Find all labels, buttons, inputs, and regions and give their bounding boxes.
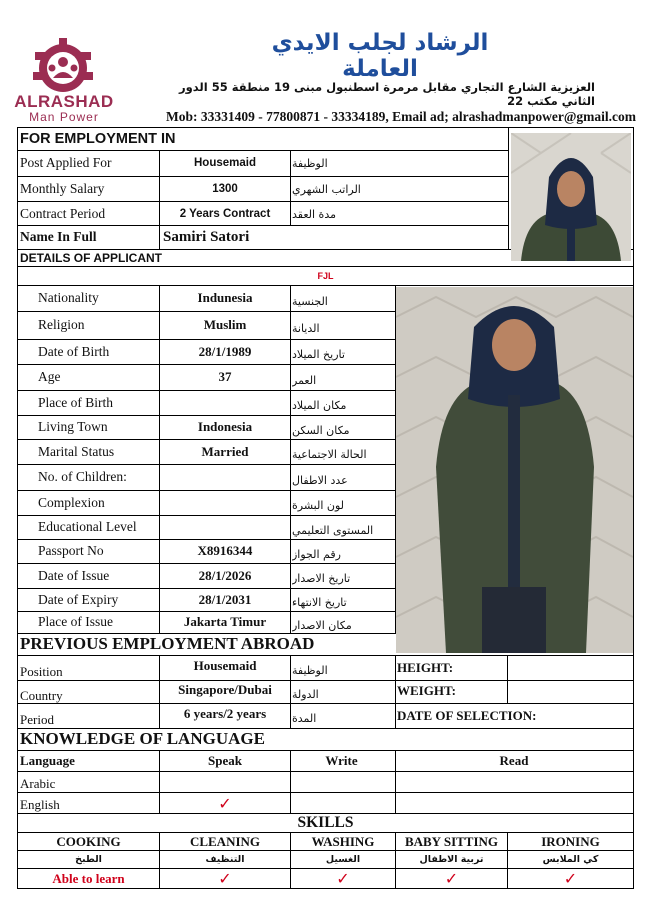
- skill-check-icon: ✓: [218, 869, 232, 888]
- grid-line-v: [395, 655, 396, 728]
- grid-line-h: [17, 888, 634, 889]
- gear-people-icon: [8, 38, 118, 98]
- applicant-row-arabic: مكان السكن: [292, 423, 350, 437]
- previous-row-value: Singapore/Dubai: [178, 682, 272, 697]
- applicant-row-label: Age: [38, 369, 61, 384]
- applicant-row-label: Date of Expiry: [38, 591, 119, 607]
- applicant-row-label: Marital Status: [38, 443, 115, 459]
- arabic-address: العزيزية الشارع التجاري مقابل مرمرة اسطنبول مبنى 19 منطقة 55 الدور الثاني مكتب 22: [179, 80, 595, 108]
- skill-name-arabic: كي الملابس: [542, 854, 599, 865]
- emp-row-arabic: الراتب الشهري: [292, 182, 361, 196]
- lang-header-write: Write: [325, 753, 358, 768]
- applicant-row-value: Indunesia: [197, 290, 253, 305]
- applicant-row-value: X8916344: [197, 543, 253, 558]
- applicant-row-value: 28/1/2031: [198, 591, 252, 607]
- speak-check-icon: [160, 772, 290, 792]
- applicant-row-arabic: تاريخ الميلاد: [292, 348, 345, 361]
- applicant-row-label: Place of Birth: [38, 394, 113, 410]
- skill-name: CLEANING: [189, 833, 261, 849]
- skill-name: IRONING: [541, 833, 600, 849]
- applicant-row-value: 28/1/1989: [198, 343, 252, 359]
- previous-row-value: 6 years/2 years: [183, 706, 267, 721]
- applicant-row-value: Married: [201, 443, 249, 459]
- grid-line-h: [17, 655, 634, 656]
- logo-subtitle: Man Power: [29, 110, 99, 124]
- applicant-row-value: Indonesia: [197, 419, 253, 434]
- skill-name-arabic: الطبخ: [75, 854, 102, 865]
- applicant-row-value: [160, 464, 290, 490]
- applicant-row-arabic: تاريخ الاصدار: [292, 572, 351, 585]
- applicant-row-label: Nationality: [38, 290, 99, 305]
- name-label: Name In Full: [20, 229, 97, 244]
- applicant-row-label: Date of Issue: [38, 567, 110, 583]
- emp-row-label: Monthly Salary: [20, 181, 105, 196]
- applicant-row-label: Religion: [38, 317, 85, 332]
- skill-name: BABY SITTING: [404, 833, 499, 849]
- applicant-row-label: Passport No: [38, 543, 104, 558]
- grid-line-v: [290, 150, 291, 225]
- read-check-icon: [395, 793, 633, 813]
- applicant-row-label: Date of Birth: [38, 343, 110, 359]
- skill-name-arabic: التنظيف: [205, 854, 245, 865]
- applicant-row-value: 37: [218, 369, 232, 384]
- arabic-company-title: الرشاد لجلب الايدي العاملة: [271, 30, 489, 82]
- language-heading: KNOWLEDGE OF LANGUAGE: [20, 729, 265, 748]
- previous-row-label: Period: [20, 712, 54, 727]
- language-name: Arabic: [20, 776, 56, 791]
- previous-row-arabic: الوظيفة: [292, 663, 328, 677]
- grid-line-v: [17, 127, 18, 888]
- previous-row-label: Country: [20, 688, 63, 703]
- write-check-icon: [290, 793, 395, 813]
- skill-name: COOKING: [56, 833, 121, 849]
- applicant-row-arabic: رقم الجواز: [292, 547, 341, 561]
- applicant-row-value: Muslim: [203, 317, 247, 332]
- emp-row-label: Post Applied For: [20, 155, 112, 170]
- skills-heading: SKILLS: [297, 813, 354, 831]
- weight-label: WEIGHT:: [397, 683, 456, 698]
- skill-value: Able to learn: [52, 870, 125, 886]
- applicant-row-arabic: مكان الاصدار: [292, 618, 352, 632]
- emp-row-label: Contract Period: [20, 206, 106, 221]
- skill-name: WASHING: [311, 833, 375, 849]
- applicant-row-label: Place of Issue: [38, 614, 113, 629]
- emp-row-value: Housemaid: [194, 157, 256, 169]
- applicant-row-arabic: المستوى التعليمي: [292, 523, 374, 537]
- applicant-row-value: Jakarta Timur: [183, 614, 267, 629]
- grid-line-v: [633, 127, 634, 888]
- skill-name-arabic: الغسيل: [325, 854, 361, 865]
- skill-check-icon: ✓: [563, 869, 578, 888]
- applicant-row-arabic: عدد الاطفال: [292, 473, 348, 487]
- passport-photo: [511, 133, 631, 261]
- applicant-row-arabic: الجنسية: [292, 294, 328, 308]
- agency-code: FJL: [317, 271, 334, 281]
- emp-row-arabic: الوظيفة: [292, 156, 328, 170]
- lang-header-language: Language: [20, 753, 75, 768]
- lang-header-speak: Speak: [208, 753, 242, 768]
- employment-heading: FOR EMPLOYMENT IN: [20, 131, 176, 147]
- applicant-row-arabic: العمر: [292, 373, 317, 387]
- language-name: English: [20, 797, 60, 812]
- name-value: Samiri Satori: [163, 228, 250, 245]
- grid-line-h: [17, 266, 634, 267]
- applicant-row-arabic: مكان الميلاد: [292, 399, 347, 412]
- applicant-row-label: Complexion: [38, 494, 105, 510]
- height-label: HEIGHT:: [397, 660, 454, 675]
- contact-line: Mob: 33331409 - 77800871 - 33334189, Email ad; alrashadmanpower@gmail.com: [165, 109, 636, 124]
- read-check-icon: [395, 772, 633, 792]
- previous-heading: PREVIOUS EMPLOYMENT ABROAD: [20, 634, 315, 653]
- skill-name-arabic: تربية الاطفال: [419, 854, 484, 865]
- applicant-row-label: Living Town: [38, 419, 108, 434]
- grid-line-h: [17, 127, 634, 128]
- applicant-row-arabic: لون البشرة: [292, 499, 344, 512]
- selection-date-label: DATE OF SELECTION:: [397, 708, 537, 723]
- lang-header-read: Read: [499, 753, 529, 768]
- applicant-heading: DETAILS OF APPLICANT: [20, 250, 162, 265]
- applicant-row-value: [160, 490, 290, 515]
- previous-row-arabic: المدة: [292, 711, 317, 725]
- grid-line-v: [290, 655, 291, 728]
- applicant-row-arabic: تاريخ الانتهاء: [292, 596, 347, 609]
- grid-line-v: [507, 655, 508, 703]
- applicant-row-label: Educational Level: [38, 519, 137, 534]
- emp-row-value: 1300: [212, 183, 238, 195]
- emp-row-value: 2 Years Contract: [179, 208, 271, 220]
- applicant-row-value: 28/1/2026: [198, 567, 252, 583]
- speak-check-icon: ✓: [218, 793, 232, 813]
- skill-check-icon: ✓: [336, 869, 350, 888]
- skill-check-icon: ✓: [444, 869, 459, 888]
- applicant-row-arabic: الديانة: [292, 321, 320, 335]
- previous-row-value: Housemaid: [193, 658, 257, 673]
- applicant-row-label: No. of Children:: [38, 469, 127, 484]
- grid-line-v: [290, 285, 291, 633]
- applicant-row-value: [160, 515, 290, 539]
- previous-row-arabic: الدولة: [292, 687, 319, 701]
- previous-row-label: Position: [20, 664, 63, 679]
- emp-row-arabic: مدة العقد: [292, 207, 336, 221]
- write-check-icon: [290, 772, 395, 792]
- logo-name: ALRASHAD: [14, 92, 114, 111]
- applicant-row-arabic: الحالة الاجتماعية: [292, 448, 367, 461]
- applicant-row-value: [160, 390, 290, 415]
- grid-line-v: [508, 127, 509, 249]
- full-length-photo: [396, 287, 633, 653]
